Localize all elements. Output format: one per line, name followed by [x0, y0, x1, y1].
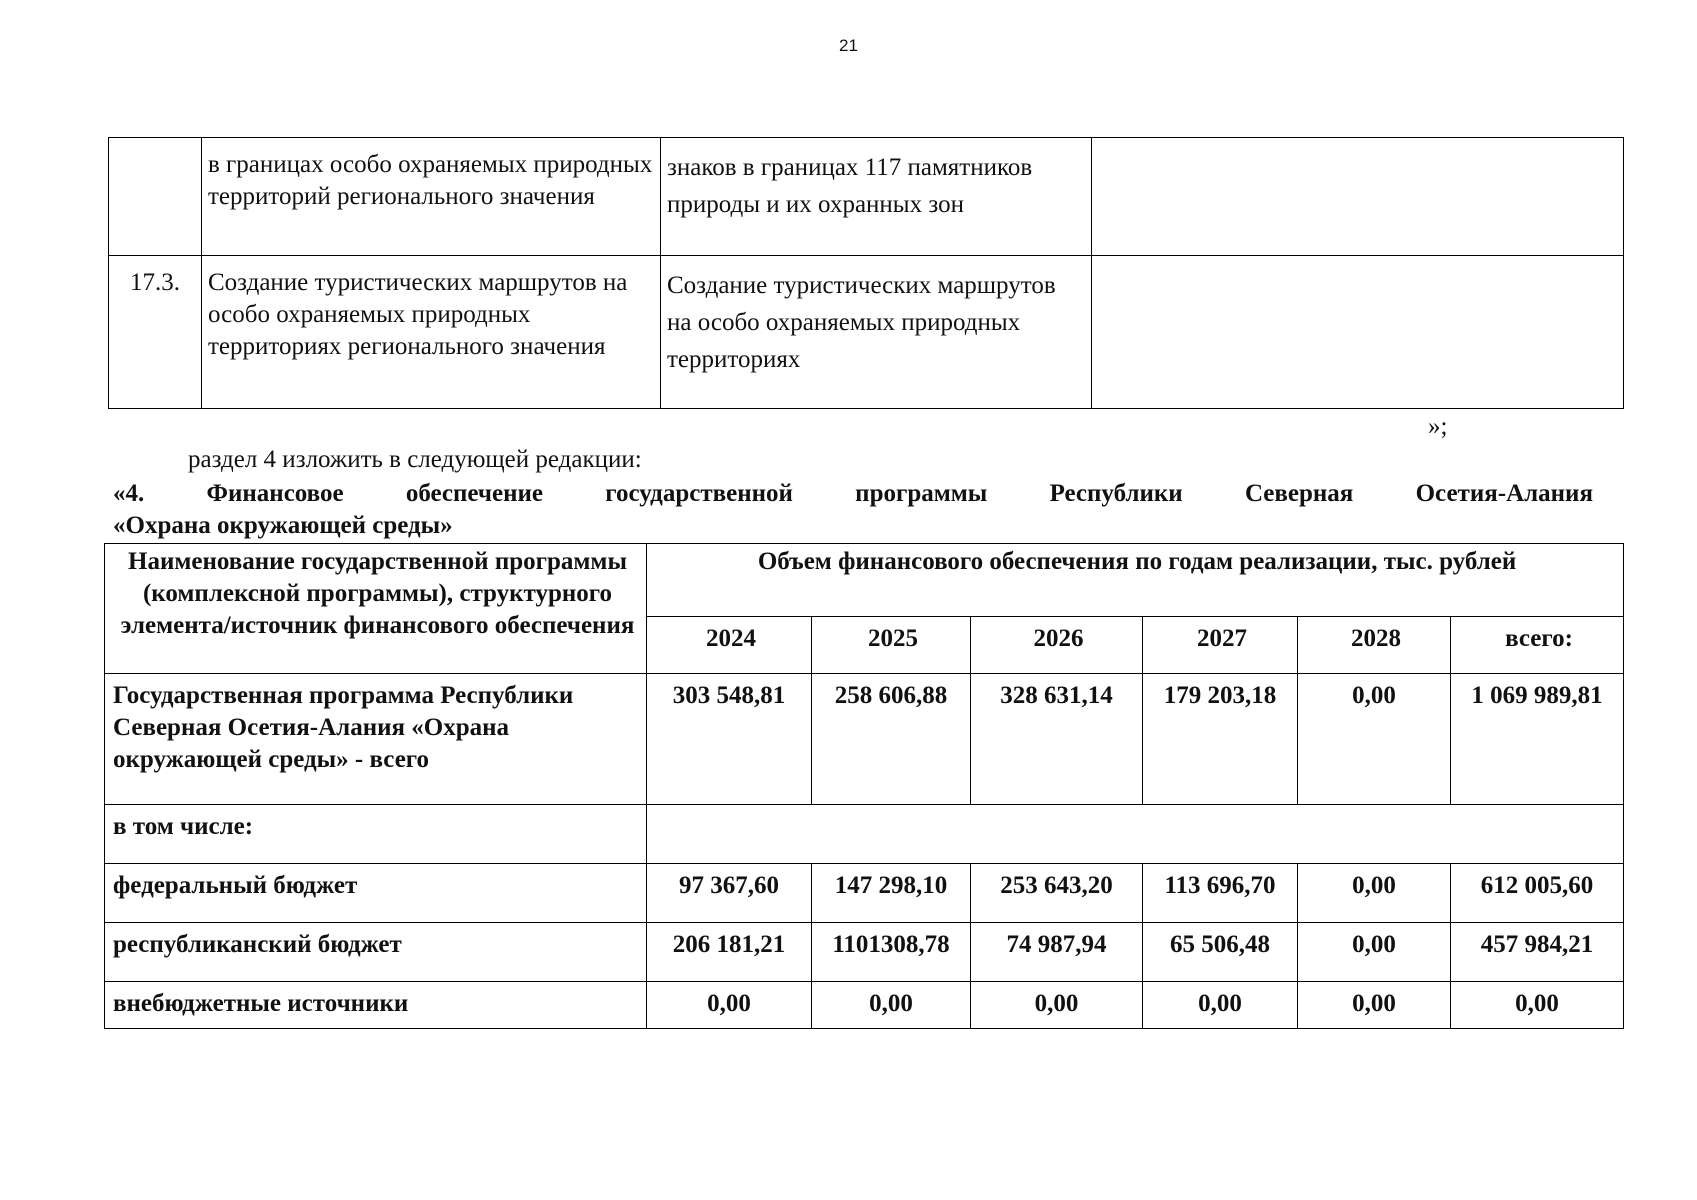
- row-label: внебюджетные источники: [105, 982, 647, 1029]
- table-cell: 0,00: [1298, 923, 1451, 982]
- measure-number: 17.3.: [109, 256, 202, 409]
- table-cell: 612 005,60: [1451, 864, 1624, 923]
- financing-table: [104, 543, 1624, 1029]
- header-year: 2025: [812, 617, 971, 674]
- section-heading-line-2: «Охрана окружающей среды»: [113, 512, 453, 539]
- table-cell: 0,00: [1298, 864, 1451, 923]
- intro-text: раздел 4 изложить в следующей редакции:: [188, 446, 642, 473]
- header-year: 2026: [971, 617, 1143, 674]
- measure-description: знаков в границах 117 памятников природы и их охранных зон: [661, 138, 1092, 256]
- header-year: 2027: [1143, 617, 1298, 674]
- table-cell: 74 987,94: [971, 923, 1143, 982]
- row-label: в том числе:: [105, 805, 647, 864]
- table-cell: 1 069 989,81: [1451, 674, 1624, 805]
- table-cell: 0,00: [971, 982, 1143, 1029]
- table-cell: 1101308,78: [812, 923, 971, 982]
- measure-number: [109, 138, 202, 256]
- section-heading: [113, 478, 1593, 542]
- table-row: [109, 256, 1624, 409]
- measure-name: в границах особо охраняемых природных территорий регионального значения: [202, 138, 661, 256]
- table-cell: 97 367,60: [647, 864, 812, 923]
- table-row: [105, 923, 1624, 982]
- header-program-name: Наименование государственной программы (комплексной программы), структурного элемента/источник финансового обеспечения: [105, 544, 647, 674]
- table-cell: 0,00: [1298, 674, 1451, 805]
- measure-extra: [1092, 256, 1624, 409]
- section-heading-line-1: «4. Финансовое обеспечение государственной программы Республики Северная Осетия-Алания: [113, 480, 1593, 507]
- measures-table-continuation: [108, 137, 1624, 409]
- row-label: республиканский бюджет: [105, 923, 647, 982]
- table-cell: 328 631,14: [971, 674, 1143, 805]
- table-cell: 457 984,21: [1451, 923, 1624, 982]
- header-funding-volume: Объем финансового обеспечения по годам реализации, тыс. рублей: [647, 544, 1624, 617]
- table-cell: 147 298,10: [812, 864, 971, 923]
- page-number: 21: [839, 36, 858, 55]
- table-cell: 113 696,70: [1143, 864, 1298, 923]
- table-row: [105, 864, 1624, 923]
- table-cell: 0,00: [647, 982, 812, 1029]
- table-header-row: [105, 544, 1624, 617]
- header-year: 2028: [1298, 617, 1451, 674]
- table-cell: 0,00: [1451, 982, 1624, 1029]
- closing-quote-mark: »;: [1428, 413, 1448, 440]
- row-label: федеральный бюджет: [105, 864, 647, 923]
- table-cell: 65 506,48: [1143, 923, 1298, 982]
- table-cell: 0,00: [1298, 982, 1451, 1029]
- table-cell: 179 203,18: [1143, 674, 1298, 805]
- table-cell: 0,00: [812, 982, 971, 1029]
- measure-name: Создание туристических маршрутов на особо охраняемых природных территориях регионального значения: [202, 256, 661, 409]
- header-year: 2024: [647, 617, 812, 674]
- table-cell: 206 181,21: [647, 923, 812, 982]
- table-cell: [647, 805, 1624, 864]
- row-label: Государственная программа Республики Северная Осетия-Алания «Охрана окружающей среды» - всего: [105, 674, 647, 805]
- measure-description: Создание туристических маршрутов на особо охраняемых природных территориях: [661, 256, 1092, 409]
- table-cell: 303 548,81: [647, 674, 812, 805]
- table-row: [109, 138, 1624, 256]
- table-row: [105, 805, 1624, 864]
- table-row: [105, 982, 1624, 1029]
- table-cell: 0,00: [1143, 982, 1298, 1029]
- table-cell: 258 606,88: [812, 674, 971, 805]
- table-row: [105, 674, 1624, 805]
- table-cell: 253 643,20: [971, 864, 1143, 923]
- header-total: всего:: [1451, 617, 1624, 674]
- measure-extra: [1092, 138, 1624, 256]
